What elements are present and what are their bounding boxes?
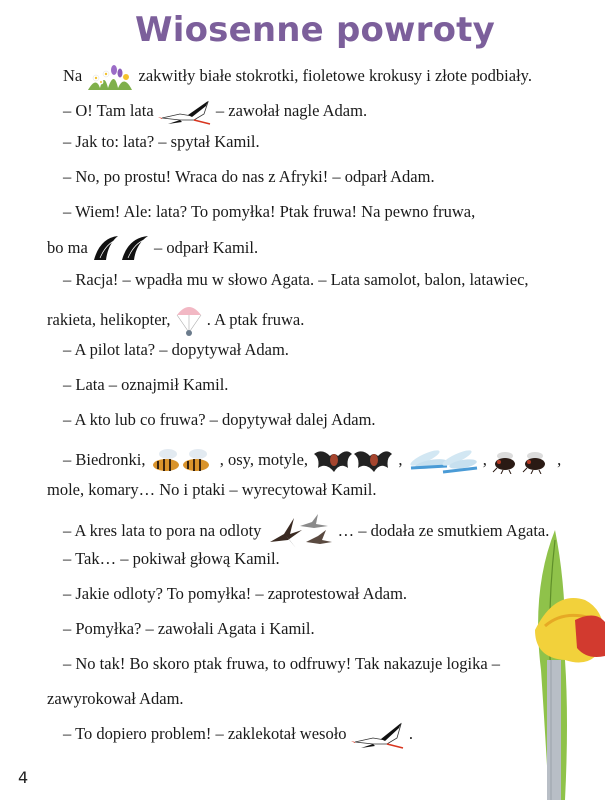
text-line-9 (63, 339, 289, 361)
fly-icon (491, 448, 553, 474)
text-line-8 (47, 303, 304, 339)
text-line-5 (63, 201, 475, 223)
bat-icon (312, 444, 394, 478)
text-line-6 (47, 234, 258, 264)
text-line-13 (47, 479, 376, 501)
text-segment: – A kto lub co fruwa? – dopytywał dalej Adam. (63, 410, 376, 429)
text-line-2 (63, 96, 367, 128)
text-segment: – odparł Kamil. (154, 237, 259, 257)
text-line-20 (63, 718, 413, 752)
wasp-icon (150, 447, 216, 475)
text-segment: – A kres lata to pora na odloty (63, 520, 262, 540)
text-segment: – Racja! – wpadła mu w słowo Agata. – Lata samolot, balon, latawiec, (63, 270, 529, 289)
text-segment: – No tak! Bo skoro ptak fruwa, to odfruwy! Tak nakazuje logika – (63, 654, 501, 673)
text-line-4 (63, 166, 435, 188)
text-segment: , (557, 449, 562, 469)
text-line-18 (63, 653, 500, 675)
text-segment: – Wiem! Ale: lata? To pomyłka! Ptak fruwa! Na pewno fruwa, (63, 202, 476, 221)
page-title: Wiosenne powroty (135, 10, 495, 50)
text-line-16 (63, 583, 407, 605)
text-segment: . (408, 723, 413, 743)
text-line-17 (63, 618, 315, 640)
text-segment: – No, po prostu! Wraca do nas z Afryki! – odparł Adam. (63, 167, 435, 186)
parachute-icon (175, 303, 203, 339)
text-segment: , (398, 449, 403, 469)
text-segment: – Lata – oznajmił Kamil. (63, 375, 229, 394)
text-line-12 (63, 444, 561, 478)
text-line-15 (63, 548, 280, 570)
text-segment: zakwitły białe stokrotki, fioletowe krokusy i złote podbiały. (138, 65, 532, 85)
text-line-1 (63, 62, 532, 92)
text-line-3 (63, 131, 260, 153)
text-line-7 (63, 269, 529, 291)
text-segment: – To dopiero problem! – zaklekotał wesoło (63, 723, 347, 743)
text-segment: mole, komary… No i ptaki – wyrecytował Kamil. (47, 480, 377, 499)
flower-decoration-icon (525, 530, 605, 800)
text-segment: . A ptak fruwa. (206, 309, 305, 329)
text-segment: – O! Tam lata (63, 100, 154, 120)
page-number: 4 (18, 768, 29, 787)
text-segment: – Jakie odloty? To pomyłka! – zaprotestował Adam. (63, 584, 408, 603)
text-segment: – Pomyłka? – zawołali Agata i Kamil. (63, 619, 315, 638)
text-line-14 (63, 512, 549, 552)
text-segment: , (482, 449, 487, 469)
text-segment: – zawołał nagle Adam. (215, 100, 368, 120)
text-line-19 (47, 688, 184, 710)
text-line-11 (63, 409, 376, 431)
stork-icon (351, 718, 405, 752)
dragonfly-icon (407, 444, 479, 478)
text-segment: – Tak… – pokiwał głową Kamil. (63, 549, 280, 568)
text-segment: , osy, motyle, (219, 449, 309, 469)
text-segment: … – dodała ze smutkiem Agata. (337, 520, 550, 540)
text-segment: – Biedronki, (63, 449, 146, 469)
text-line-10 (63, 374, 228, 396)
meadow-flowers-icon (86, 62, 134, 92)
stork-icon (158, 96, 212, 128)
text-segment: bo ma (47, 237, 88, 257)
text-segment: – Jak to: lata? – spytał Kamil. (63, 132, 260, 151)
bird-wings-icon (92, 234, 150, 264)
text-segment: – A pilot lata? – dopytywał Adam. (63, 340, 289, 359)
text-segment: zawyrokował Adam. (47, 689, 184, 708)
migrating-birds-icon (266, 512, 334, 552)
text-segment: rakieta, helikopter, (47, 309, 171, 329)
text-segment: Na (63, 65, 83, 85)
